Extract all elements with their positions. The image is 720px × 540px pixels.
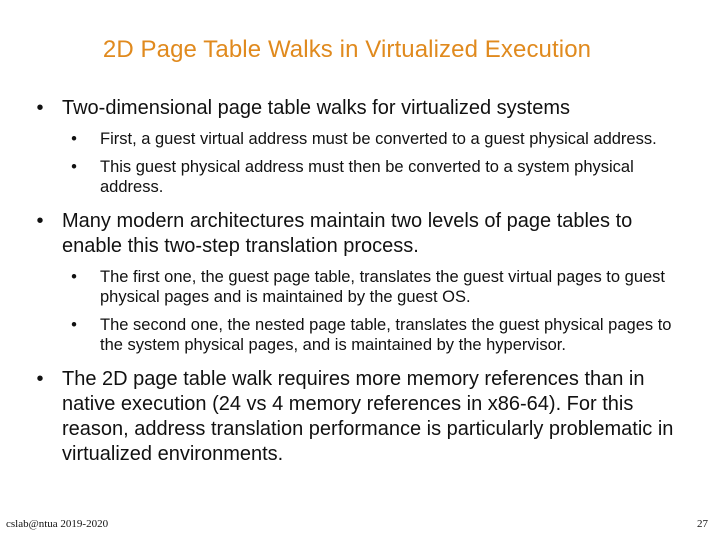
footer-course-label: cslab@ntua 2019-2020: [6, 518, 109, 530]
sub-bullet-item: [66, 315, 690, 355]
slide-content: [30, 96, 690, 479]
bullet-icon: •: [36, 97, 44, 119]
bullet-icon: •: [71, 316, 77, 334]
sub-bullet-text: The first one, the guest page table, translates the guest virtual pages to guest physical pages and is maintained by the guest OS.: [100, 268, 666, 306]
bullet-item: [30, 209, 690, 355]
sub-bullet-list: [30, 129, 690, 197]
slide-title: 2D Page Table Walks in Virtualized Execution: [102, 36, 592, 63]
sub-bullet-text: This guest physical address must then be converted to a system physical address.: [100, 158, 634, 196]
bullet-icon: •: [71, 268, 77, 286]
bullet-text: Many modern architectures maintain two levels of page tables to enable this two-step translation process.: [62, 210, 633, 257]
bullet-icon: •: [71, 158, 77, 176]
sub-bullet-text: First, a guest virtual address must be converted to a guest physical address.: [100, 130, 657, 148]
sub-bullet-text: The second one, the nested page table, translates the guest physical pages to the system physical pages, and is maintained by the hypervisor.: [100, 316, 672, 354]
sub-bullet-item: [66, 157, 690, 197]
bullet-item: [30, 96, 690, 197]
sub-bullet-item: [66, 267, 690, 307]
sub-bullet-list: [30, 267, 690, 355]
sub-bullet-item: [66, 129, 690, 149]
bullet-item: [30, 367, 690, 467]
bullet-icon: •: [36, 210, 44, 232]
bullet-icon: •: [71, 130, 77, 148]
bullet-text: The 2D page table walk requires more memory references than in native execution (24 vs 4 memory references in x86-64). For this reason, address translation performance is particularly problematic in virtualized environments.: [62, 368, 674, 465]
bullet-icon: •: [36, 368, 44, 390]
page-number: 27: [697, 518, 708, 530]
bullet-text: Two-dimensional page table walks for virtualized systems: [62, 97, 570, 119]
